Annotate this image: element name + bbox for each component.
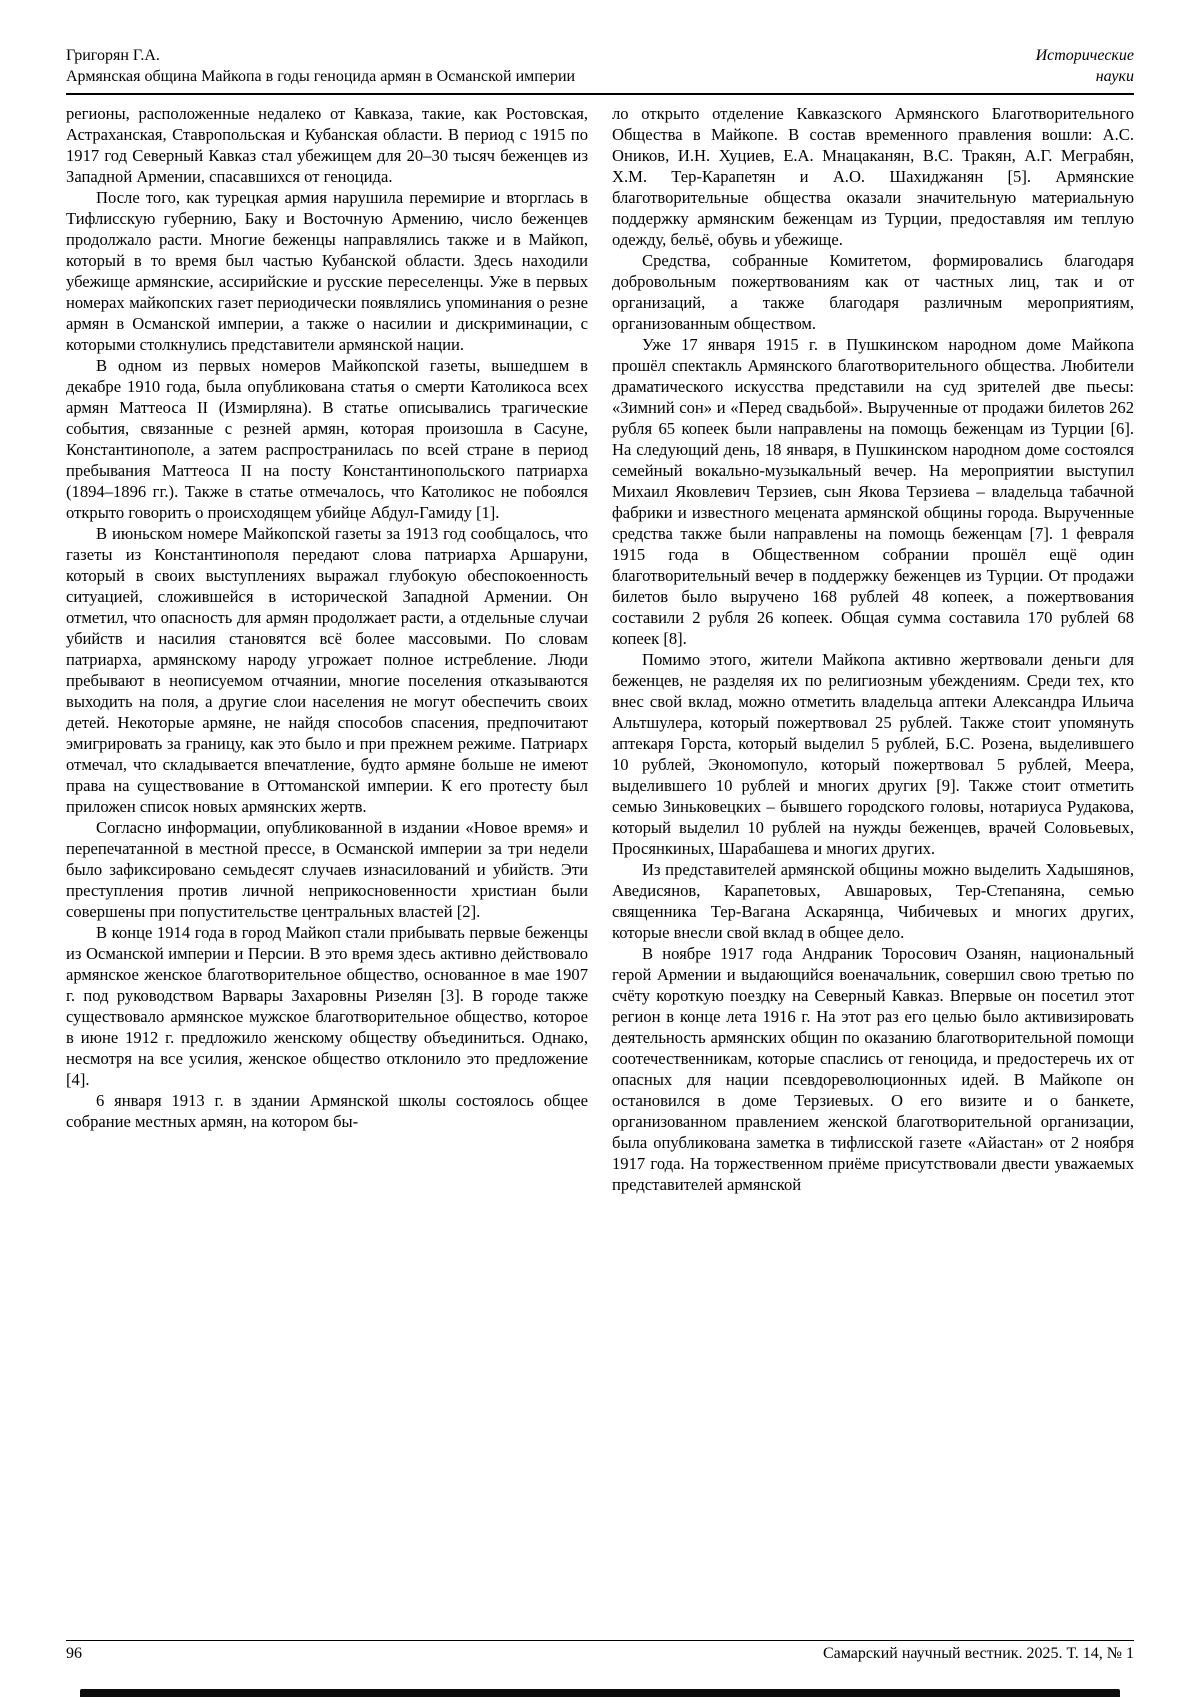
section-label-line1: Исторические	[1035, 47, 1134, 64]
footer-rule	[66, 1640, 1134, 1641]
article-title: Армянская община Майкопа в годы геноцида армян в Османской империи	[66, 67, 576, 85]
paragraph: В одном из первых номеров Майкопской газеты, вышедшем в декабре 1910 года, была опубликована статья о смерти Католикоса всех армян Маттеоса II (Измирляна). В статье описывались трагические события, связанные с резней армян, которая произошла в Сасуне, Константинополе, а затем распространилась по всей стране в период пребывания Маттеоса II на посту Константинопольского патриарха (1894–1896 гг.). Также в статье отмечалось, что Католикос не побоялся открыто говорить о происходящем убийце Абдул-Гамиду [1].	[66, 355, 588, 522]
right-column	[612, 103, 1134, 1608]
paragraph: После того, как турецкая армия нарушила перемирие и вторглась в Тифлисскую губернию, Баку и Восточную Армению, число беженцев продолжало расти. Многие беженцы направлялись также и в Майкоп, который в то время был частью Кубанской области. Здесь находили убежище армянские, ассирийские и русские переселенцы. Уже в первых номерах майкопских газет периодически появлялись упоминания о резне армян в Османской империи, а также о насилии и дискриминации, с которыми столкнулись представители армянской нации.	[66, 187, 588, 354]
paragraph: регионы, расположенные недалеко от Кавказа, такие, как Ростовская, Астраханская, Ставропольская и Кубанская области. В период с 1915 по 1917 год Северный Кавказ стал убежищем для 20–30 тысяч беженцев из Западной Армении, спасавшихся от геноцида.	[66, 103, 588, 186]
header-row-2	[66, 67, 1134, 88]
paragraph: Средства, собранные Комитетом, формировались благодаря добровольным пожертвованиям как от частных лиц, так и от организаций, а также благодаря различным мероприятиям, организованным обществом.	[612, 250, 1134, 333]
paragraph: Помимо этого, жители Майкопа активно жертвовали деньги для беженцев, не разделяя их по религиозным убеждениям. Среди тех, кто внес свой вклад, можно отметить владельца аптеки Александра Ильича Альтшулера, который пожертвовал 25 рублей. Также стоит упомянуть аптекаря Горста, который выделил 5 рублей, Б.С. Розена, выделившего 10 рублей, Экономопуло, который пожертвовал 5 рублей, Меера, выделившего 10 рублей и многих других [9]. Также стоит отметить семью Зиньковецких – бывшего городского головы, нотариуса Рудакова, который выделил 10 рублей на нужды беженцев, врачей Соловьевых, Просянкиных, Шарабашева и многих других.	[612, 649, 1134, 858]
paragraph: Уже 17 января 1915 г. в Пушкинском народном доме Майкопа прошёл спектакль Армянского благотворительного общества. Любители драматического искусства представили на суд зрителей две пьесы: «Зимний сон» и «Перед свадьбой». Вырученные от продажи билетов 262 рубля 65 копеек были направлены на помощь беженцам из Турции [6]. На следующий день, 18 января, в Пушкинском народном доме состоялся семейный вокально-музыкальный вечер. На мероприятии выступил Михаил Яковлевич Терзиев, сын Якова Терзиева – владельца табачной фабрики и известного мецената армянской общины города. Вырученные средства также были направлены на помощь беженцам [7]. 1 февраля 1915 года в Общественном собрании прошёл ещё один благотворительный вечер в поддержку беженцев из Турции. От продажи билетов было выручено 168 рублей 48 копеек, а пожертвования составили 2 рубля 26 копеек. Общая сумма составила 170 рублей 68 копеек [8].	[612, 334, 1134, 648]
page-number: 96	[66, 1645, 82, 1662]
section-label-line2: науки	[1095, 67, 1134, 85]
header-row-1	[66, 46, 1134, 67]
paragraph: В ноябре 1917 года Андраник Торосович Озанян, национальный герой Армении и выдающийся военачальник, совершил свою третью по счёту короткую поездку на Северный Кавказ. Впервые он посетил этот регион в конце лета 1916 г. На этот раз его целью было активизировать деятельность армянских общин по оказанию благотворительной помощи соотечественникам, которые спаслись от геноцида, и предостеречь их от опасных для нации псевдореволюционных идей. В Майкопе он остановился в доме Терзиевых. О его визите и о банкете, организованном правлением женской благотворительной организации, была опубликована заметка в тифлисской газете «Айастан» от 2 ноября 1917 года. На торжественном приёме присутствовали двести уважаемых представителей армянской	[612, 943, 1134, 1194]
paragraph: ло открыто отделение Кавказского Армянского Благотворительного Общества в Майкопе. В состав временного правления вошли: А.С. Оников, И.Н. Хуциев, Е.А. Мнацаканян, В.С. Тракян, А.Г. Меграбян, Х.М. Тер-Карапетян и А.О. Шахиджанян [5]. Армянские благотворительные общества оказали значительную материальную поддержку армянским беженцам из Турции, предоставляя им теплую одежду, бельё, обувь и убежище.	[612, 103, 1134, 249]
journal-citation: Самарский научный вестник. 2025. Т. 14, № 1	[822, 1645, 1134, 1662]
paragraph: В конце 1914 года в город Майкоп стали прибывать первые беженцы из Османской империи и Персии. В это время здесь активно действовало армянское женское благотворительное общество, основанное в мае 1907 г. под руководством Варвары Захаровны Ризелян [3]. В городе также существовало армянское мужское благотворительное общество, которое в июне 1912 г. предложило женскому обществу объединиться. Однако, несмотря на все усилия, женское общество отклонило это предложение [4].	[66, 922, 588, 1089]
left-column	[66, 103, 588, 1608]
page-footer	[66, 1640, 1134, 1663]
paragraph: Согласно информации, опубликованной в издании «Новое время» и перепечатанной в местной прессе, в Османской империи за три недели было зафиксировано семьдесят случаев изнасилований и убийств. Эти преступления против личной неприкосновенности христиан были совершены при попустительстве центральных властей [2].	[66, 817, 588, 921]
scan-bottom-edge	[80, 1689, 1120, 1697]
paragraph: 6 января 1913 г. в здании Армянской школы состоялось общее собрание местных армян, на котором бы-	[66, 1090, 588, 1131]
header-rule	[66, 93, 1134, 95]
footer-row	[66, 1645, 1134, 1663]
article-body	[66, 103, 1134, 1608]
paragraph: В июньском номере Майкопской газеты за 1913 год сообщалось, что газеты из Константинополя передают слова патриарха Аршаруни, который в своих выступлениях выражал глубокую обеспокоенность ситуацией, сложившейся в исторической Западной Армении. Он отметил, что опасность для армян продолжает расти, а отдельные случаи убийств и насилия становятся всё более массовыми. По словам патриарха, армянскому народу угрожает полное истребление. Люди пребывают в неописуемом отчаянии, многие поселения отказываются выходить на поля, а другие слои населения не могут обеспечить своих детей. Некоторые армяне, не найдя способов спасения, предпочитают эмигрировать за границу, как это было и при прежнем режиме. Патриарх отмечал, что складывается впечатление, будто армяне больше не имеют права на существование в Оттоманской империи. К его протесту был приложен список новых армянских жертв.	[66, 523, 588, 816]
author-name: Григорян Г.А.	[66, 47, 160, 64]
page-header	[66, 46, 1134, 88]
paragraph: Из представителей армянской общины можно выделить Хадышянов, Аведисянов, Карапетовых, Авшаровых, Тер-Степаняна, семью священника Тер-Вагана Аскарянца, Чибичевых и многих других, которые внесли свой вклад в общее дело.	[612, 859, 1134, 942]
